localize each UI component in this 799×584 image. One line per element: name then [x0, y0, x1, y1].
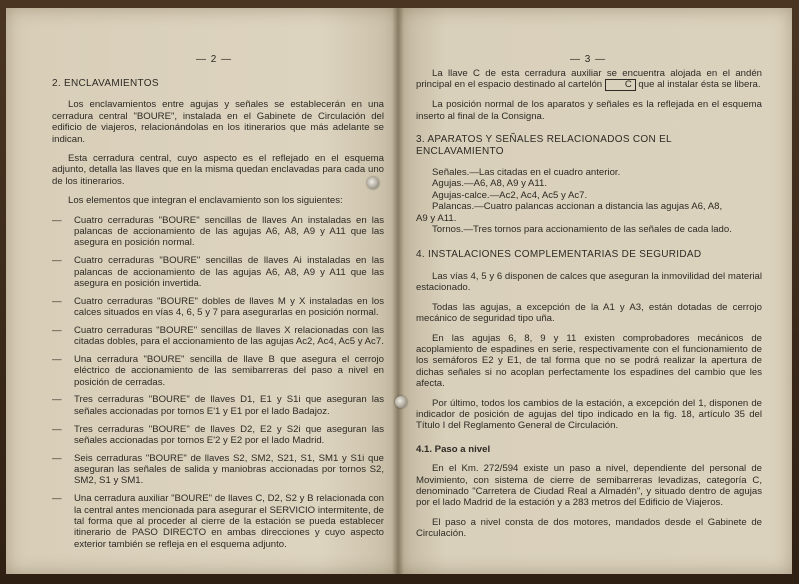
paragraph: En las agujas 6, 8, 9 y 11 existen comprobadores mecánicos de acoplamiento de espadines en serie, respectivamente con el funcionamiento de los semáforos E2 y E1, de tal forma que no se podrá realizar la apertura de dichas señales si no acoplan perfectamente los espadines del cambio que les afecta. [416, 332, 762, 390]
paragraph: La posición normal de los aparatos y señales es la reflejada en el esquema inserto al final de la Consigna. [416, 99, 762, 122]
paragraph: Todas las agujas, a excepción de la A1 y A3, están dotadas de cerrojo mecánico de seguridad tipo uña. [416, 301, 762, 325]
list-item: — Cuatro cerraduras "BOURE" sencillas de llaves X relacionadas con las citadas dobles, para el accionamiento de las agujas Ac2, Ac4, Ac5 y Ac7. [52, 325, 384, 348]
list-item: — Tres cerraduras "BOURE" de llaves D1, E1 y S1i que aseguran las señales accionadas por tornos E'1 y E1 por el lado Badajoz. [52, 394, 384, 417]
section3-items [416, 167, 762, 235]
item-line: Agujas.—A6, A8, A9 y A11. [432, 178, 548, 190]
page-number-right: — 3 — [570, 54, 607, 65]
right-page-content [416, 68, 762, 548]
intro-text-end: que al instalar ésta se libera. [638, 79, 761, 91]
item-line: Palancas.—Cuatro palancas accionan a distancia las agujas A6, A8, [432, 201, 723, 213]
book-gutter [392, 8, 404, 574]
section-heading-aparatos: 3. APARATOS Y SEÑALES RELACIONADOS CON EL ENCLAVAMIENTO [416, 134, 672, 157]
section-heading-enclavamientos: 2. ENCLAVAMIENTOS [52, 78, 159, 89]
list-item: — Cuatro cerraduras "BOURE" dobles de llaves M y X instaladas en los calces situados en vías 4, 6, 5 y 7 para asegurarlas en posición normal. [52, 296, 384, 319]
paragraph: Por último, todos los cambios de la estación, a excepción del 1, disponen de indicador de posición de agujas del tipo indicado en la fig. 18, artículo 35 del Título I del Reglamento General de Circulación. [416, 397, 762, 432]
right-page [398, 8, 792, 574]
cartelon-box: C [605, 79, 636, 91]
elements-list [52, 215, 384, 551]
paragraph: Los elementos que integran el enclavamiento son los siguientes: [68, 195, 343, 207]
paragraph [416, 68, 762, 91]
item-line: Señales.—Las citadas en el cuadro anterior. [432, 167, 621, 179]
paragraph: El paso a nivel consta de dos motores, mandados desde el Gabinete de Circulación. [416, 516, 762, 540]
paragraph: Esta cerradura central, cuyo aspecto es el reflejado en el esquema adjunto, detalla las llaves que en la misma quedan enclavadas para cada uno de los itinerarios. [52, 153, 384, 187]
list-item: — Seis cerraduras "BOURE" de llaves S2, SM2, S21, S1, SM1 y S1i que aseguran las señales de salida y maniobras accionadas por tornos S2, SM2, S1 y SM1. [52, 453, 384, 487]
page-number-left: — 2 — [196, 54, 233, 65]
intro-text: La llave C de esta cerradura auxiliar se encuentra alojada en el andén principal en el espacio destinado al cartelón [416, 68, 762, 91]
paragraph: Las vías 4, 5 y 6 disponen de calces que aseguran la inmovilidad del material estacionado. [416, 270, 762, 294]
section-heading-instalaciones: 4. INSTALACIONES COMPLEMENTARIAS DE SEGURIDAD [416, 249, 702, 261]
list-item: — Tres cerraduras "BOURE" de llaves D2, E2 y S2i que aseguran las señales accionadas por tornos E'2 y E2 por el lado Madrid. [52, 424, 384, 447]
list-item: — Cuatro cerraduras "BOURE" sencillas de llaves An instaladas en las palancas de accionamiento de las agujas A6, A8, A9 y A11 que las asegura en posición normal. [52, 215, 384, 249]
item-line: Tornos.—Tres tornos para accionamiento de las señales de cada lado. [432, 224, 732, 236]
item-line: Agujas-calce.—Ac2, Ac4, Ac5 y Ac7. [432, 189, 588, 201]
paragraph: En el Km. 272/594 existe un paso a nivel, dependiente del personal de Movimiento, con sistema de cierre de semibarreras levadizas, categoría C, denominado "Carretera de Ciudad Real a Almadén", y situado dentro de agujas por el lado Madrid de la estación y a 283 metros del Edificio de Viajeros. [416, 463, 762, 509]
staple-icon [395, 396, 407, 408]
left-page [6, 8, 398, 574]
list-item: — Cuatro cerraduras "BOURE" sencillas de llaves Ai instaladas en las palancas de accionamiento de las agujas A6, A8, A9 y A11 que las asegura en posición invertida. [52, 255, 384, 289]
paragraph: Los enclavamientos entre agujas y señales se establecerán en una cerradura central "BOURE", instalada en el Gabinete de Circulación del edificio de viajeros, relacionándolas en los itinerarios que más adelante se indican. [52, 99, 384, 145]
subsection-heading-paso-a-nivel: 4.1. Paso a nivel [416, 443, 491, 455]
staple-icon [367, 177, 379, 189]
list-item: — Una cerradura auxiliar "BOURE" de llaves C, D2, S2 y B relacionada con la central antes mencionada para asegurar el SERVICIO intermitente, de tal forma que al proceder al cierre de la estación se pueda establecer itinerario de PASO DIRECTO en ambas direcciones y cuyo aspecto exterior también se refleja en el esquema adjunto. [52, 493, 384, 550]
left-page-content [52, 78, 384, 556]
list-item: — Una cerradura "BOURE" sencilla de llave B que asegura el cerrojo eléctrico de accionamiento de las semibarreras del paso a nivel en posición de cerradas. [52, 354, 384, 388]
item-line: A9 y A11. [416, 212, 457, 224]
